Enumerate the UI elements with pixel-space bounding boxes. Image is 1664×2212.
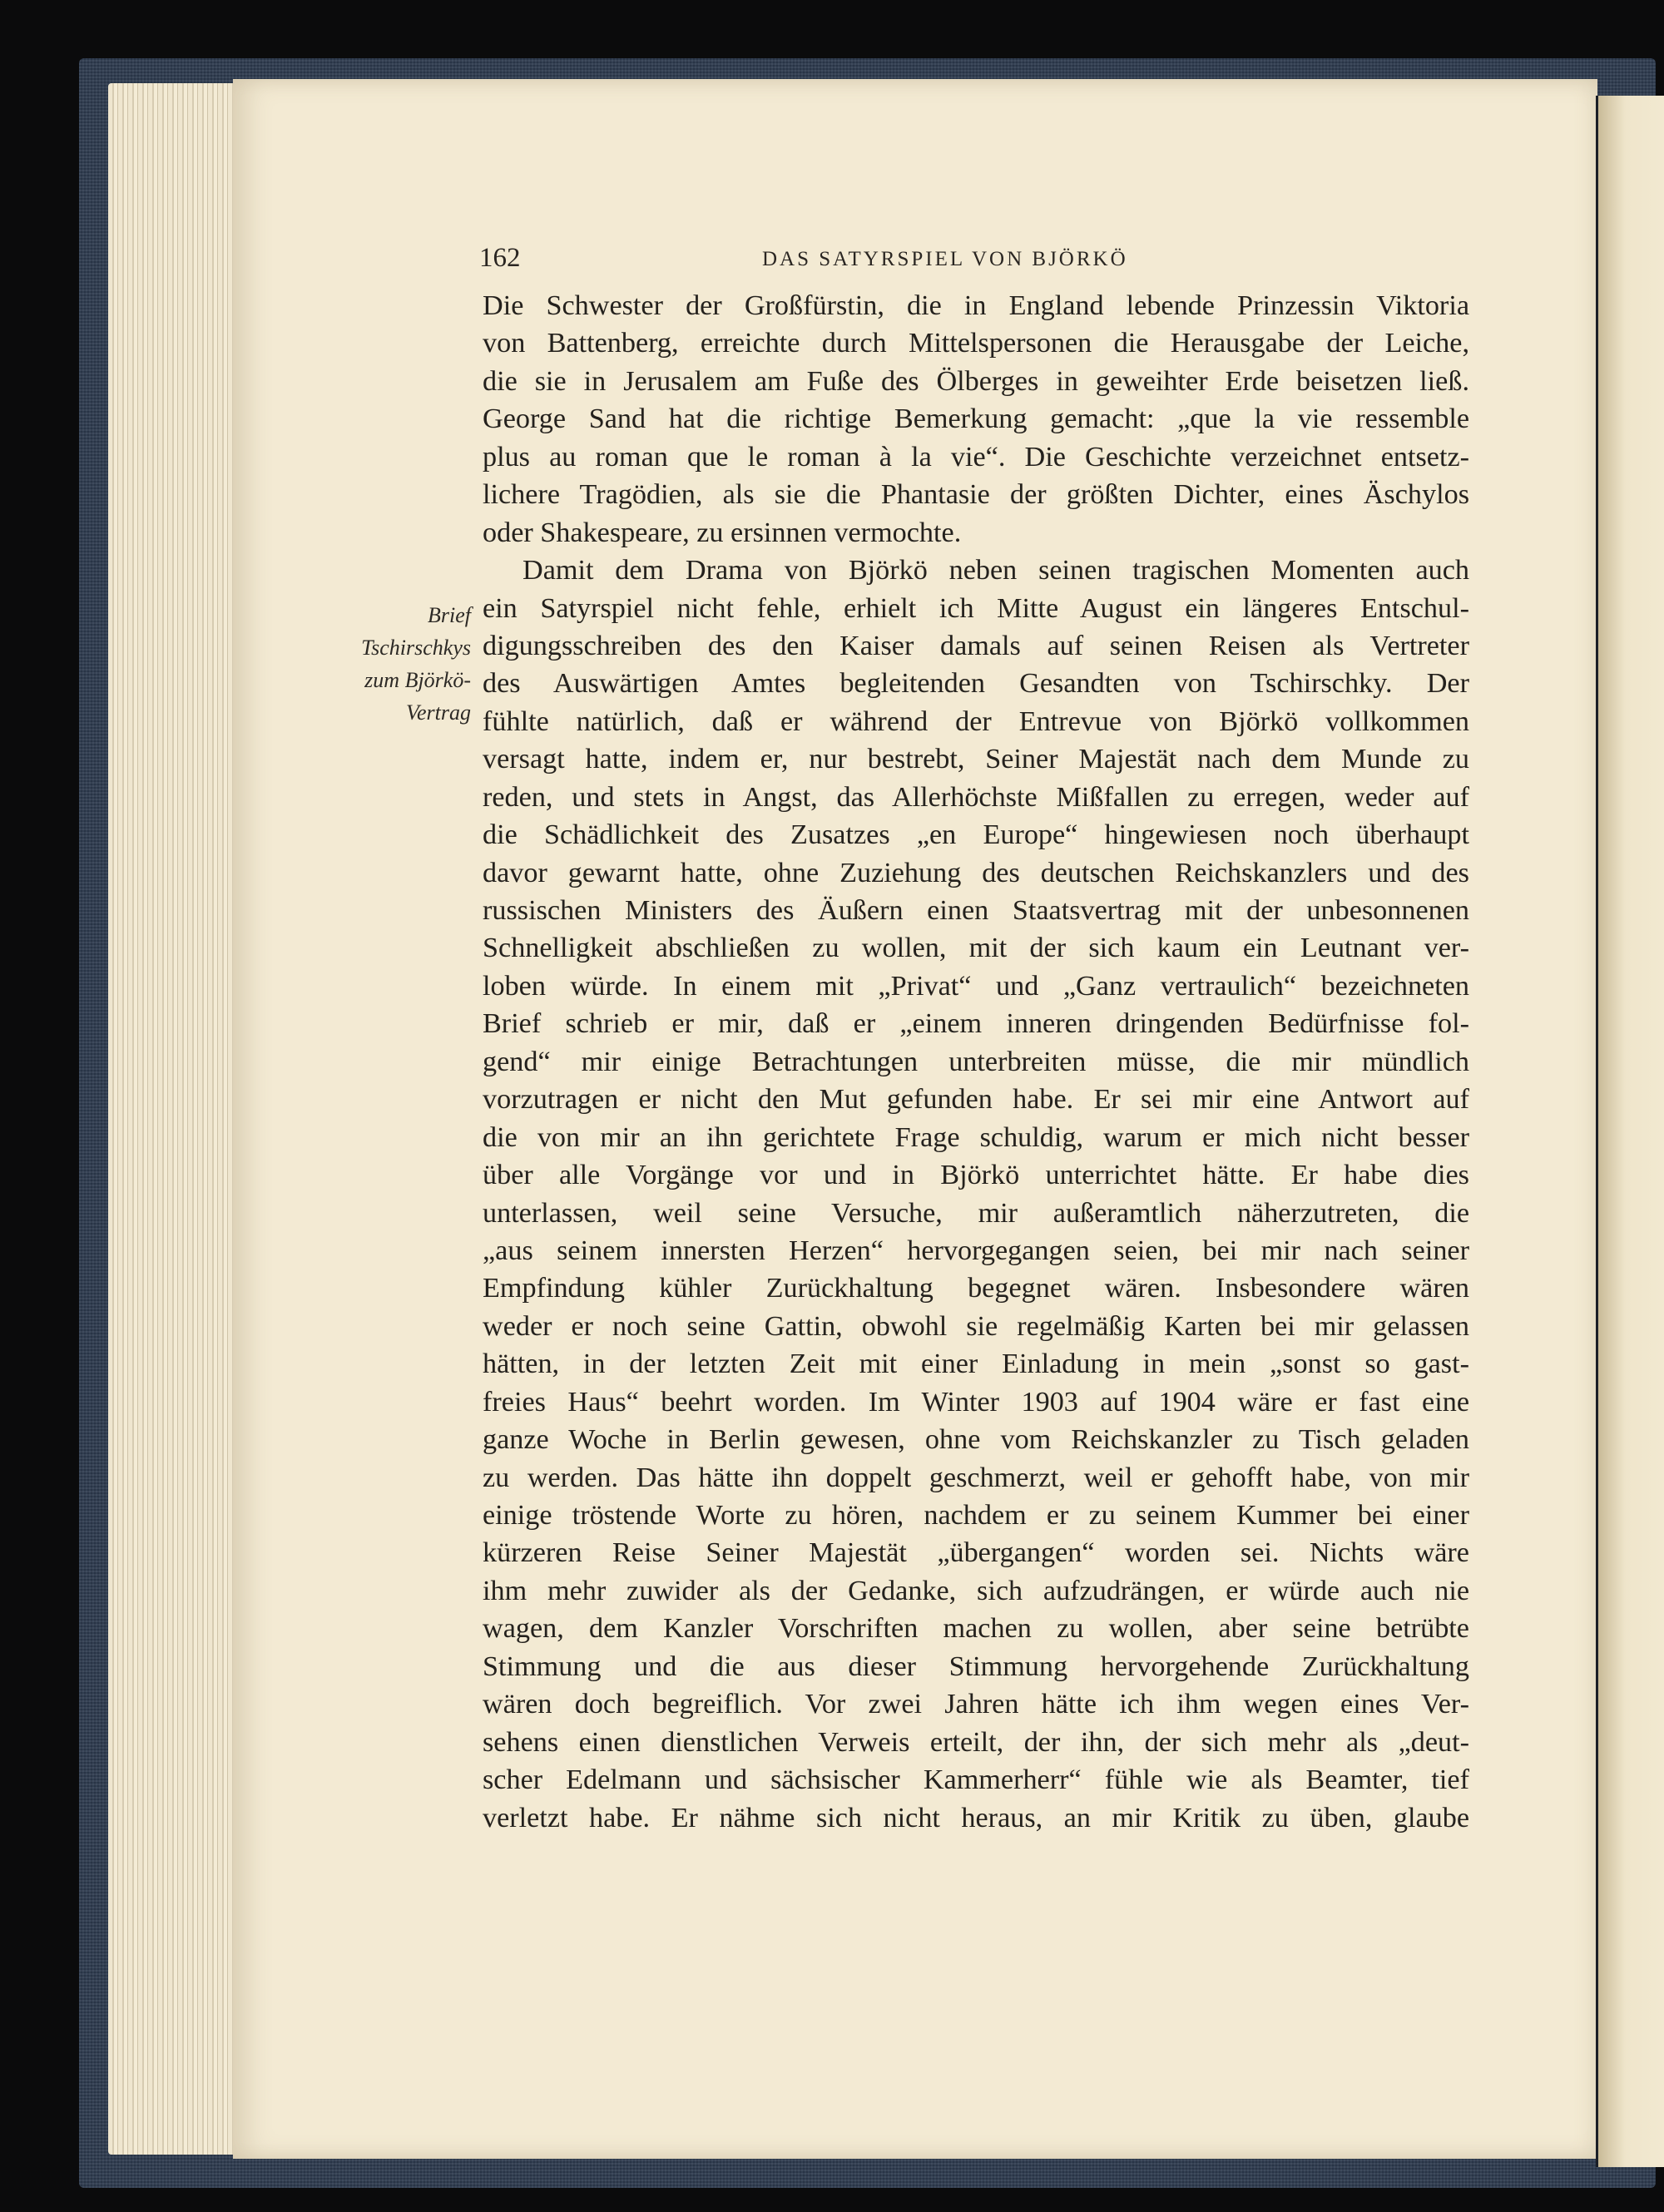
text-line: Empfindung kühler Zurückhaltung begegnet wären. Insbesondere wären bbox=[483, 1273, 1469, 1304]
text-line: scher Edelmann und sächsischer Kammerherr“ fühle wie als Beamter, tief bbox=[483, 1764, 1469, 1796]
text-line: Damit dem Drama von Björkö neben seinen tragischen Momenten auch bbox=[522, 555, 1469, 586]
page-number: 162 bbox=[479, 243, 521, 273]
text-line: digungsschreiben des den Kaiser damals auf seinen Reisen als Vertreter bbox=[483, 630, 1469, 661]
text-line: reden, und stets in Angst, das Allerhöchste Mißfallen zu erregen, weder auf bbox=[483, 781, 1469, 813]
text-line: die Schädlichkeit des Zusatzes „en Europe“ hingewiesen noch überhaupt bbox=[483, 819, 1469, 851]
text-line: über alle Vorgänge vor und in Björkö unterrichtet hätte. Er habe dies bbox=[483, 1160, 1469, 1191]
text-line: des Auswärtigen Amtes begleitenden Gesandten von Tschirschky. Der bbox=[483, 668, 1469, 700]
text-line: die von mir an ihn gerichtete Frage schuldig, warum er mich nicht besser bbox=[483, 1121, 1469, 1153]
text-line: einige tröstende Worte zu hören, nachdem er zu seinem Kummer bei einer bbox=[483, 1500, 1469, 1531]
margin-note-line: Tschirschkys bbox=[361, 636, 471, 660]
text-line: hätten, in der letzten Zeit mit einer Einladung in mein „sonst so gast- bbox=[483, 1348, 1469, 1380]
text-line: vorzutragen er nicht den Mut gefunden habe. Er sei mir eine Antwort auf bbox=[483, 1084, 1469, 1116]
page-header bbox=[479, 241, 1469, 275]
text-line: plus au roman que le roman à la vie“. Die Geschichte verzeichnet entsetz- bbox=[483, 441, 1469, 473]
text-line: ein Satyrspiel nicht fehle, erhielt ich Mitte August ein längeres Entschul- bbox=[483, 592, 1469, 624]
running-head: DAS SATYRSPIEL VON BJÖRKÖ bbox=[762, 248, 1128, 270]
text-line: Schnelligkeit abschließen zu wollen, mit der sich kaum ein Leutnant ver- bbox=[483, 933, 1469, 964]
margin-note-line: Brief bbox=[428, 603, 471, 627]
body-text bbox=[483, 287, 1469, 1837]
text-line: freies Haus“ beehrt worden. Im Winter 1903 auf 1904 wäre er fast eine bbox=[483, 1386, 1469, 1418]
text-line: Brief schrieb er mir, daß er „einem inneren dringenden Bedürfnisse fol- bbox=[483, 1008, 1469, 1040]
text-line: fühlte natürlich, daß er während der Entrevue von Björkö vollkommen bbox=[483, 705, 1469, 737]
text-line: Stimmung und die aus dieser Stimmung hervorgehende Zurückhaltung bbox=[483, 1650, 1469, 1682]
margin-note-line: Vertrag bbox=[406, 700, 471, 725]
text-line: wagen, dem Kanzler Vorschriften machen zu wollen, aber seine betrübte bbox=[483, 1613, 1469, 1645]
margin-note bbox=[266, 599, 471, 729]
text-line: zu werden. Das hätte ihn doppelt geschmerzt, weil er gehofft habe, von mir bbox=[483, 1462, 1469, 1493]
text-line: wären doch begreiflich. Vor zwei Jahren hätte ich ihm wegen eines Ver- bbox=[483, 1689, 1469, 1720]
text-line: gend“ mir einige Betrachtungen unterbreiten müsse, die mir mündlich bbox=[483, 1046, 1469, 1077]
text-line: loben würde. In einem mit „Privat“ und „Ganz vertraulich“ bezeichneten bbox=[483, 970, 1469, 1002]
text-line: oder Shakespeare, zu ersinnen vermochte. bbox=[483, 517, 962, 548]
text-line: von Battenberg, erreichte durch Mittelspersonen die Herausgabe der Leiche, bbox=[483, 328, 1469, 359]
text-line: unterlassen, weil seine Versuche, mir außeramtlich näherzutreten, die bbox=[483, 1197, 1469, 1229]
text-line: lichere Tragödien, als sie die Phantasie der größten Dichter, eines Äschylos bbox=[483, 479, 1469, 511]
text-line: verletzt habe. Er nähme sich nicht heraus, an mir Kritik zu üben, glaube bbox=[483, 1802, 1469, 1833]
text-line: George Sand hat die richtige Bemerkung gemacht: „que la vie ressemble bbox=[483, 403, 1469, 435]
text-line: die sie in Jerusalem am Fuße des Ölberges in geweihter Erde beisetzen ließ. bbox=[483, 365, 1469, 397]
text-line: versagt hatte, indem er, nur bestrebt, Seiner Majestät nach dem Munde zu bbox=[483, 744, 1469, 775]
margin-note-line: zum Björkö- bbox=[364, 668, 471, 692]
text-line: Die Schwester der Großfürstin, die in England lebende Prinzessin Viktoria bbox=[483, 290, 1469, 321]
text-line: ganze Woche in Berlin gewesen, ohne vom Reichskanzler zu Tisch geladen bbox=[483, 1424, 1469, 1456]
next-page-edge bbox=[1596, 96, 1664, 2167]
text-line: ihm mehr zuwider als der Gedanke, sich aufzudrängen, er würde auch nie bbox=[483, 1575, 1469, 1606]
text-line: weder er noch seine Gattin, obwohl sie regelmäßig Karten bei mir gelassen bbox=[483, 1310, 1469, 1342]
text-line: sehens einen dienstlichen Verweis erteilt, der ihn, der sich mehr als „deut- bbox=[483, 1726, 1469, 1758]
text-line: davor gewarnt hatte, ohne Zuziehung des deutschen Reichskanzlers und des bbox=[483, 857, 1469, 888]
text-line: „aus seinem innersten Herzen“ hervorgegangen seien, bei mir nach seiner bbox=[483, 1235, 1469, 1266]
text-line: russischen Ministers des Äußern einen Staatsvertrag mit der unbesonnenen bbox=[483, 895, 1469, 926]
text-line: kürzeren Reise Seiner Majestät „übergangen“ worden sei. Nichts wäre bbox=[483, 1537, 1469, 1569]
